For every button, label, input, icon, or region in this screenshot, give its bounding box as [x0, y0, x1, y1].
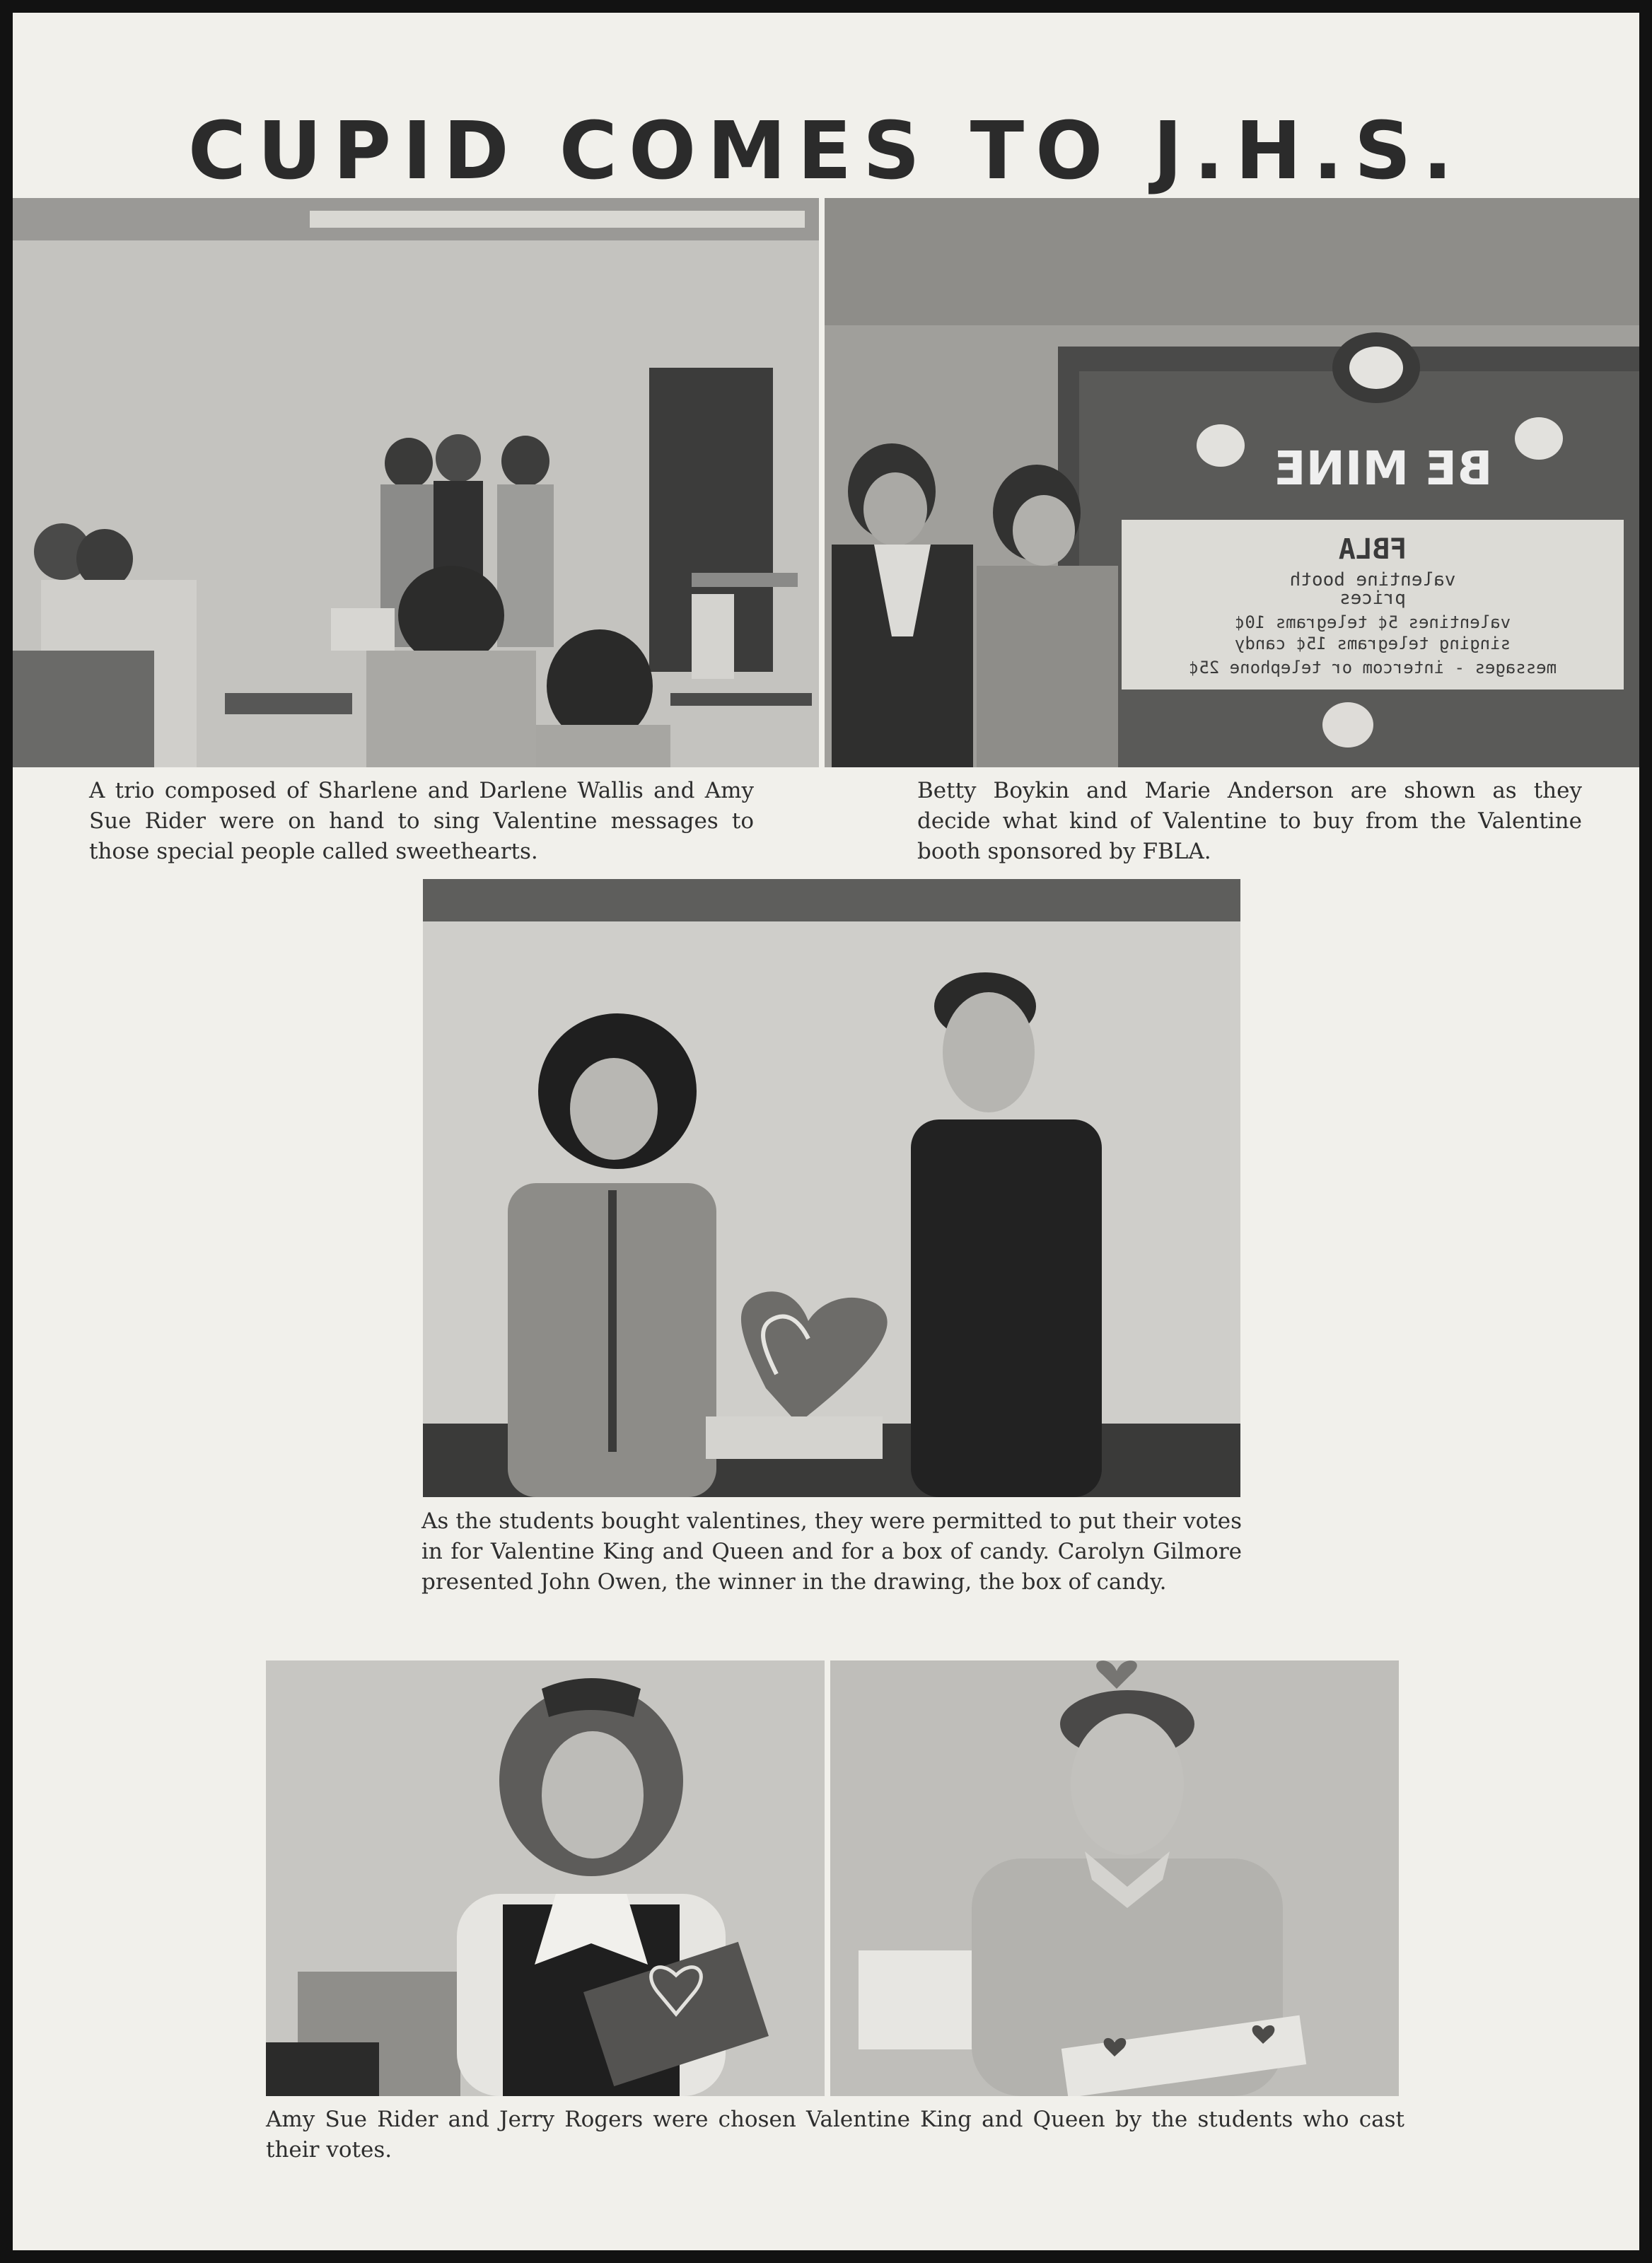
- candy-photo: [423, 879, 1240, 1497]
- booth-caption: Betty Boykin and Marie Anderson are shown as they decide what kind of Valentine to buy from the Valentine booth sponsored by FBLA.: [917, 778, 1582, 864]
- sign-line-booth: valentine booth: [1289, 569, 1456, 591]
- queen-photo: [266, 1660, 825, 2096]
- sign-line-fbla: FBLA: [1338, 533, 1407, 566]
- trio-photo: [13, 198, 819, 767]
- yearbook-page: [13, 13, 1639, 2250]
- page-title: CUPID COMES TO J.H.S.: [187, 105, 1465, 197]
- sign-line-prices: prices: [1339, 588, 1406, 609]
- sign-line-valentines: valentines 5¢ telegrams 10¢: [1234, 612, 1511, 632]
- booth-photo: [825, 198, 1639, 767]
- sign-line-messages: messages - intercom or telephone 25¢: [1188, 658, 1557, 677]
- king-photo: [830, 1660, 1399, 2096]
- booth-banner-text: BE MINE: [1274, 441, 1493, 496]
- trio-caption: A trio composed of Sharlene and Darlene Wallis and Amy Sue Rider were on hand to sing Valentine messages to those special people called sweethearts.: [89, 778, 754, 864]
- candy-caption: As the students bought valentines, they were permitted to put their votes in for Valentine King and Queen and for a box of candy. Carolyn Gilmore presented John Owen, the winner in the drawing, the box of candy.: [421, 1508, 1242, 1595]
- royalty-caption: Amy Sue Rider and Jerry Rogers were chosen Valentine King and Queen by the students who cast their votes.: [266, 2107, 1404, 2163]
- sign-line-singing: singing telegrams 15¢ candy: [1234, 634, 1511, 653]
